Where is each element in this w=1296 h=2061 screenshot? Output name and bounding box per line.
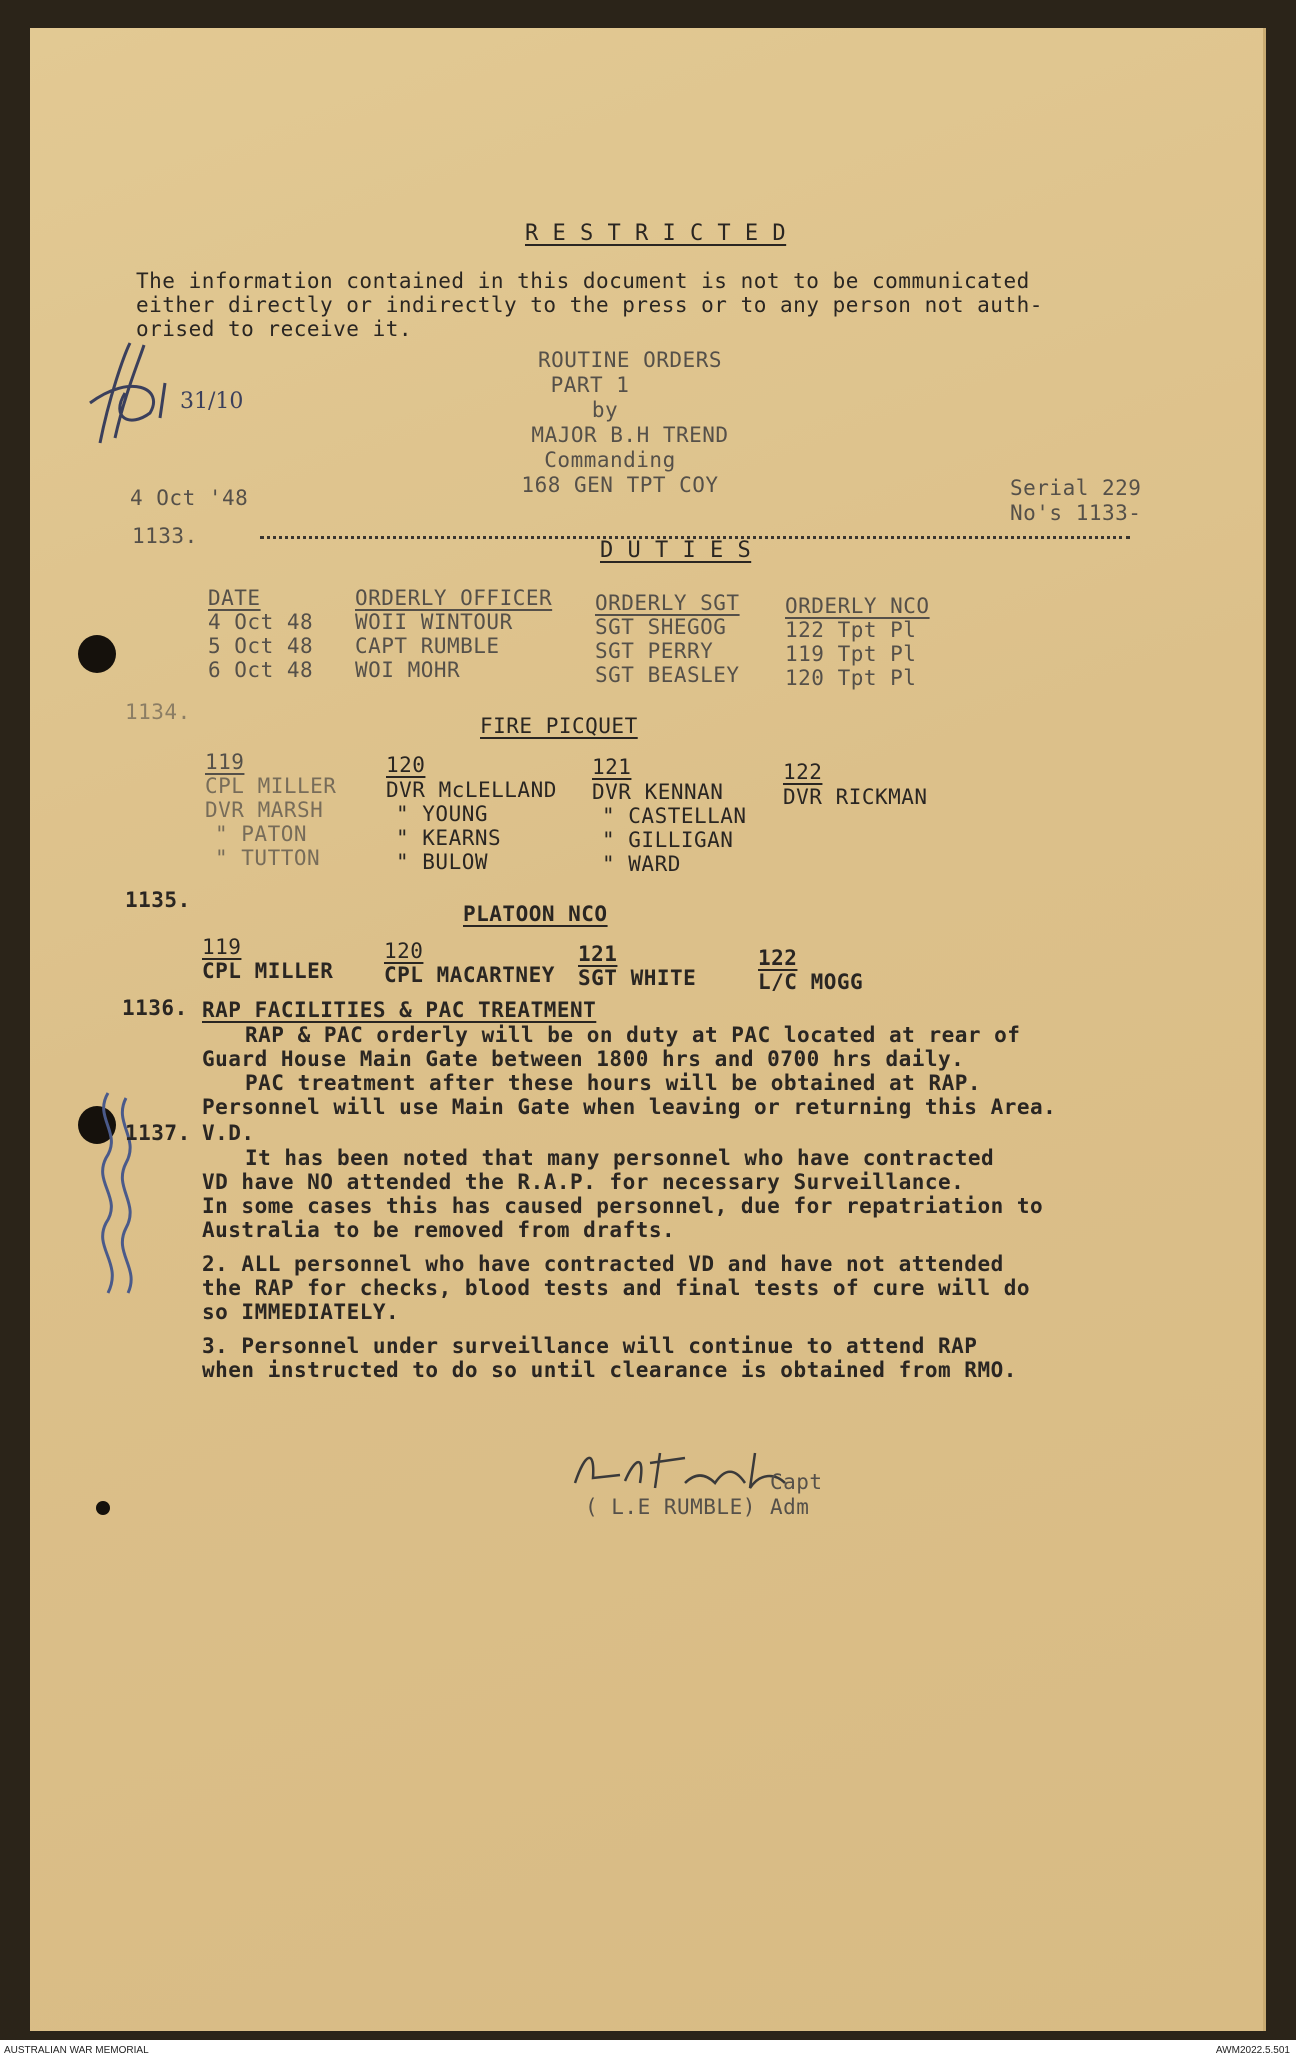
punch-mark-small xyxy=(96,1501,110,1515)
document-page xyxy=(30,28,1266,2031)
section-number-1134: 1134. xyxy=(125,700,191,724)
archive-footer xyxy=(0,2040,1296,2061)
nco-platoon-122: 122 xyxy=(758,946,798,970)
handwritten-signature xyxy=(565,1433,805,1503)
duty-date-2: 5 Oct 48 xyxy=(208,634,314,658)
picquet-122-member-1: DVR RICKMAN xyxy=(783,785,928,809)
title-line-4: MAJOR B.H TREND xyxy=(531,423,729,447)
picquet-121-member-3: " GILLIGAN xyxy=(602,828,734,852)
nco-platoon-120: 120 xyxy=(384,939,424,963)
rap-heading: RAP FACILITIES & PAC TREATMENT xyxy=(202,998,597,1022)
handwritten-initials xyxy=(70,333,244,463)
classification-heading: R E S T R I C T E D xyxy=(525,221,787,246)
notice-line-3: orised to receive it. xyxy=(136,317,413,341)
fire-picquet-heading: FIRE PICQUET xyxy=(480,714,638,738)
picquet-121-member-4: " WARD xyxy=(602,852,681,876)
duty-nco-1: 122 Tpt Pl xyxy=(785,618,917,642)
title-line-5: Commanding xyxy=(544,448,676,472)
vd-para1-line-1: It has been noted that many personnel who have contracted xyxy=(245,1146,995,1170)
duty-officer-3: WOI MOHR xyxy=(355,658,461,682)
picquet-platoon-120: 120 xyxy=(386,753,426,777)
rap-line-3: PAC treatment after these hours will be obtained at RAP. xyxy=(245,1071,982,1095)
duty-nco-2: 119 Tpt Pl xyxy=(785,642,917,666)
title-line-3: by xyxy=(591,398,619,422)
section-number-1137: 1137. xyxy=(125,1121,191,1145)
platoon-nco-heading: PLATOON NCO xyxy=(463,902,608,926)
picquet-120-member-4: " BULOW xyxy=(396,850,489,874)
picquet-119-member-4: " TUTTON xyxy=(215,846,321,870)
vd-para1-line-4: Australia to be removed from drafts. xyxy=(202,1218,676,1242)
vd-para3-line-2: when instructed to do so until clearance is obtained from RMO. xyxy=(202,1358,1017,1382)
serial-number: Serial 229 xyxy=(1010,476,1142,500)
duty-officer-1: WOII WINTOUR xyxy=(355,610,513,634)
notice-line-2: either directly or indirectly to the press or to any person not auth- xyxy=(136,293,1043,317)
title-line-2: PART 1 xyxy=(550,373,630,397)
vd-para2-line-2: the RAP for checks, blood tests and final tests of cure will do xyxy=(202,1276,1031,1300)
duty-date-1: 4 Oct 48 xyxy=(208,610,314,634)
picquet-121-member-2: " CASTELLAN xyxy=(602,804,747,828)
picquet-119-member-3: " PATON xyxy=(215,822,308,846)
nco-name-121: SGT WHITE xyxy=(578,966,697,990)
title-line-6: 168 GEN TPT COY xyxy=(521,473,719,497)
vd-para3-line-1: 3. Personnel under surveillance will continue to attend RAP xyxy=(202,1334,978,1358)
picquet-121-member-1: DVR KENNAN xyxy=(592,780,724,804)
section-number-1133: 1133. xyxy=(132,524,198,548)
duties-column-nco: ORDERLY NCO xyxy=(785,594,930,618)
vd-para2-line-3: so IMMEDIATELY. xyxy=(202,1300,400,1324)
duty-date-3: 6 Oct 48 xyxy=(208,658,314,682)
duty-sgt-2: SGT PERRY xyxy=(595,639,714,663)
picquet-platoon-122: 122 xyxy=(783,760,823,784)
vd-heading: V.D. xyxy=(202,1121,255,1145)
section-number-1135: 1135. xyxy=(125,888,191,912)
nco-name-120: CPL MACARTNEY xyxy=(384,963,555,987)
picquet-120-member-2: " YOUNG xyxy=(396,802,489,826)
vd-para2-line-1: 2. ALL personnel who have contracted VD and have not attended xyxy=(202,1252,1004,1276)
picquet-119-member-1: CPL MILLER xyxy=(205,774,337,798)
picquet-119-member-2: DVR MARSH xyxy=(205,798,324,822)
order-numbers: No's 1133- xyxy=(1010,501,1142,525)
signature-text: L.E Rumble xyxy=(565,1499,571,1500)
picquet-platoon-121: 121 xyxy=(592,755,632,779)
nco-name-119: CPL MILLER xyxy=(202,959,334,983)
signatory-appointment: Adm xyxy=(770,1495,810,1519)
rap-line-4: Personnel will use Main Gate when leaving or returning this Area. xyxy=(202,1095,1057,1119)
vd-para1-line-2: VD have NO attended the R.A.P. for necessary Surveillance. xyxy=(202,1170,965,1194)
punch-hole-top xyxy=(78,635,116,673)
nco-platoon-119: 119 xyxy=(202,935,242,959)
rap-line-2: Guard House Main Gate between 1800 hrs and 0700 hrs daily. xyxy=(202,1047,965,1071)
signatory-rank: Capt xyxy=(770,1470,823,1494)
signatory-name: ( L.E RUMBLE) xyxy=(585,1495,756,1519)
vd-para1-line-3: In some cases this has caused personnel, due for repatriation to xyxy=(202,1194,1044,1218)
nco-platoon-121: 121 xyxy=(578,942,618,966)
duty-officer-2: CAPT RUMBLE xyxy=(355,634,500,658)
duties-heading: D U T I E S xyxy=(600,538,752,563)
duties-column-date: DATE xyxy=(208,586,261,610)
picquet-platoon-119: 119 xyxy=(205,750,245,774)
document-date: 4 Oct '48 xyxy=(130,486,249,510)
nco-name-122: L/C MOGG xyxy=(758,970,864,994)
notice-line-1: The information contained in this document is not to be communicated xyxy=(136,269,1030,293)
rap-line-1: RAP & PAC orderly will be on duty at PAC located at rear of xyxy=(245,1023,1021,1047)
duties-column-sgt: ORDERLY SGT xyxy=(595,591,740,615)
duties-column-officer: ORDERLY OFFICER xyxy=(355,586,553,610)
margin-squiggle-mark xyxy=(88,1088,148,1298)
footer-accession-number: AWM2022.5.501 xyxy=(1215,2045,1290,2056)
section-number-1136: 1136. xyxy=(122,996,188,1020)
title-line-1: ROUTINE ORDERS xyxy=(537,348,722,372)
picquet-120-member-3: " KEARNS xyxy=(396,826,502,850)
duty-nco-3: 120 Tpt Pl xyxy=(785,666,917,690)
duty-sgt-3: SGT BEASLEY xyxy=(595,663,740,687)
picquet-120-member-1: DVR McLELLAND xyxy=(386,778,557,802)
duty-sgt-1: SGT SHEGOG xyxy=(595,615,727,639)
handwritten-note-text: 31/10 xyxy=(180,389,244,414)
footer-institution: AUSTRALIAN WAR MEMORIAL xyxy=(4,2045,149,2056)
